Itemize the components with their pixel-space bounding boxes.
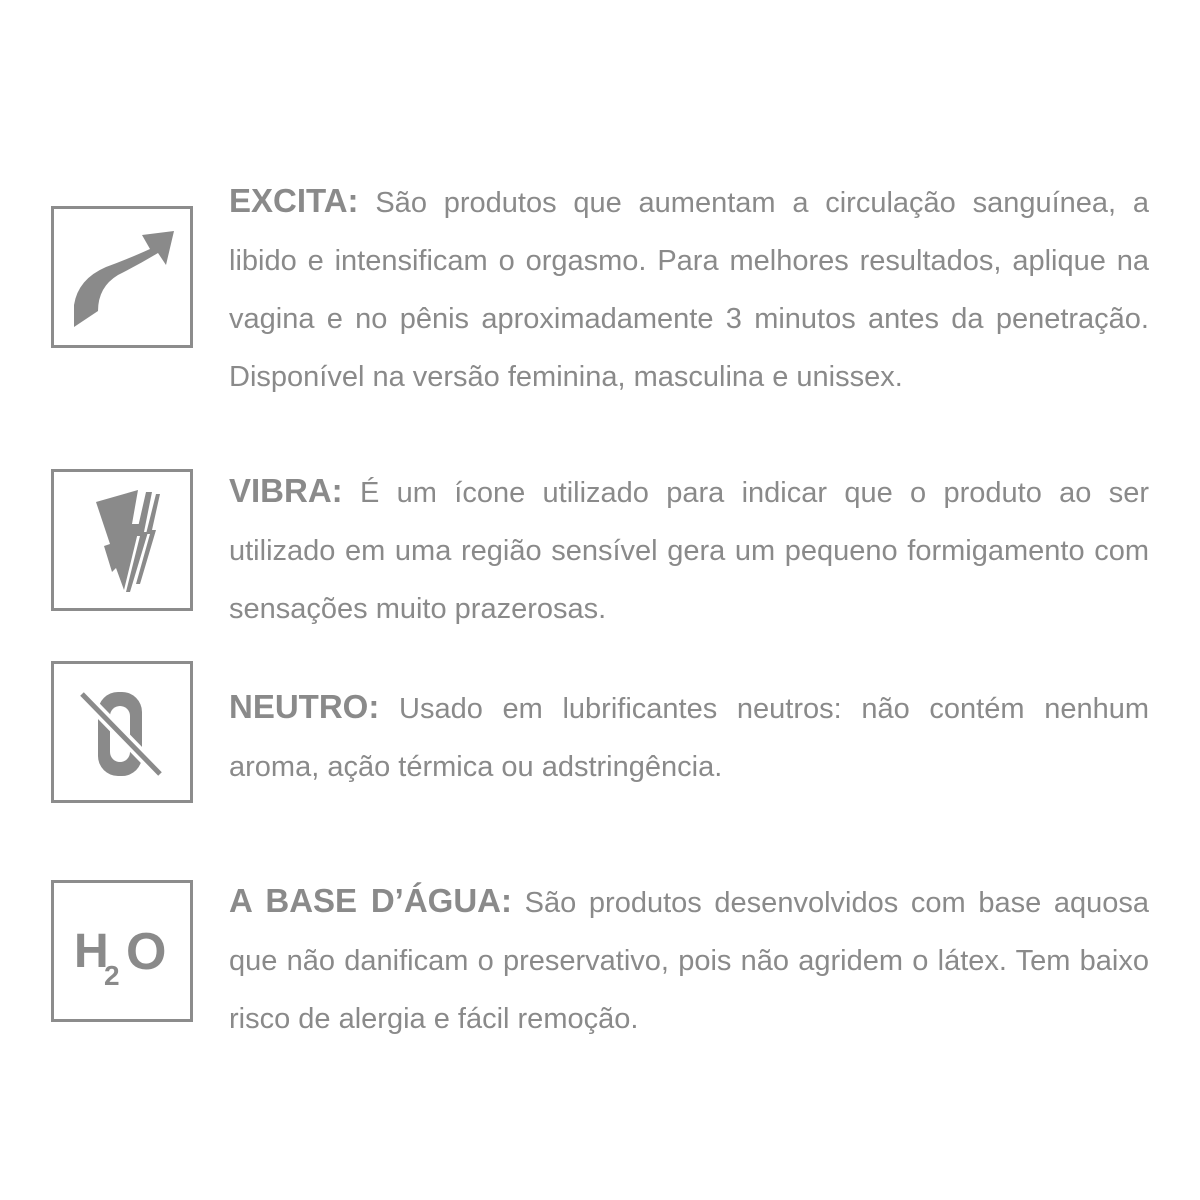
feature-heading: NEUTRO: [229,688,380,725]
feature-description [229,872,1149,1048]
feature-description [229,462,1149,638]
feature-description [229,678,1149,796]
h2o-icon-o: O [126,923,167,981]
feature-heading: EXCITA: [229,182,359,219]
feature-heading: VIBRA: [229,472,343,509]
feature-description [229,172,1149,406]
feature-text: São produtos desenvolvidos com base aquosa que não danificam o preservativo, pois não agridem o látex. Tem baixo risco de alergia e fácil remoção. [229,887,1150,1035]
feature-heading: A BASE D’ÁGUA: [229,882,512,919]
feature-text: É um ícone utilizado para indicar que o produto ao ser utilizado em uma região sensível gera um pequeno formigamento com sensações muito prazerosas. [229,477,1149,625]
h2o-icon-2: 2 [104,960,120,991]
lightning-bolt-icon [51,469,193,611]
feature-text: São produtos que aumentam a circulação sanguínea, a libido e intensificam o orgasmo. Para melhores resultados, aplique na vagina e no pênis aproximadamente 3 minutos antes da penetração. Disponível na versão feminina, masculina e unissex. [229,187,1149,393]
arrow-up-curve-icon [51,206,193,348]
h2o-icon [51,880,193,1022]
feature-text: Usado em lubrificantes neutros: não contém nenhum aroma, ação térmica ou adstringência. [229,693,1149,783]
h2o-icon-h: H [74,925,109,978]
zero-crossed-icon [51,661,193,803]
